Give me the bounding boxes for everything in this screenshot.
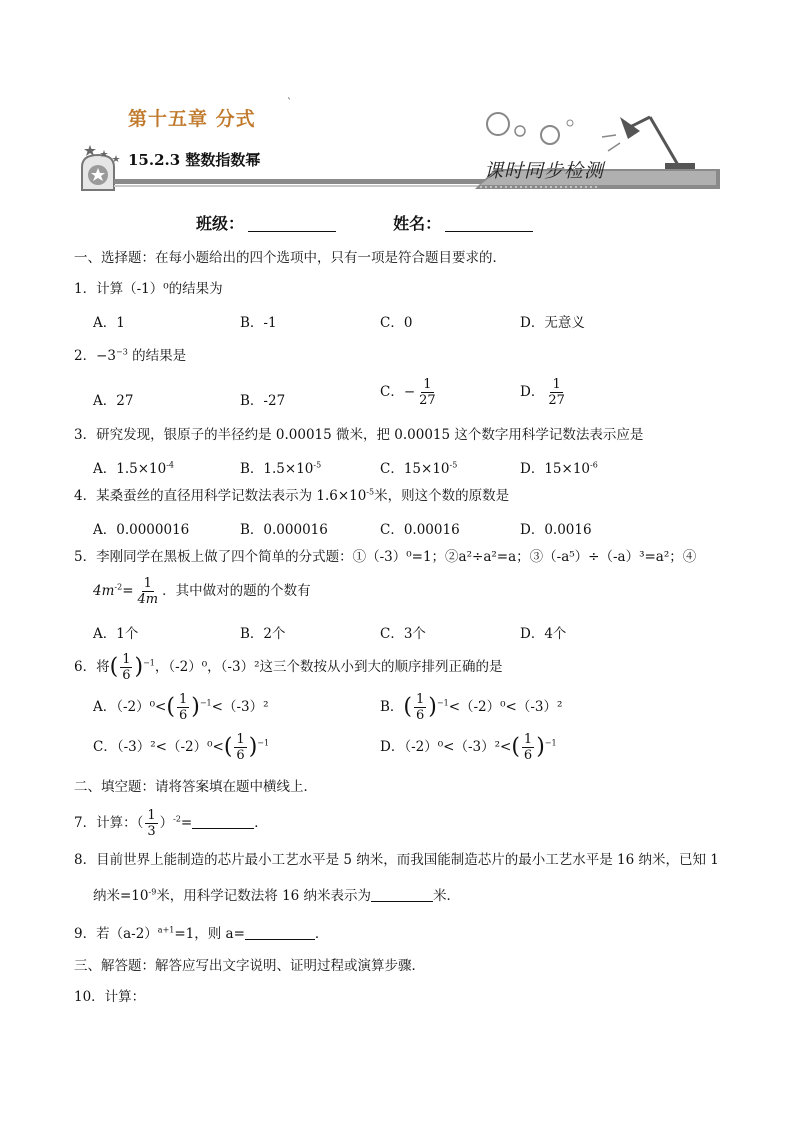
q8-answer-blank[interactable]	[371, 887, 433, 902]
question-9: 9．若$(a-2)^{a+1}=1$，则 a= ．	[74, 925, 329, 942]
q6-option-a[interactable]: A．（-2）⁰<( $\frac{1}{6}$ )$^{-1}$<（-3）²	[93, 692, 269, 723]
question-2: 2．$-3^{-3}$ 的结果是	[74, 347, 187, 364]
question-6: 6．将( $\frac{1}{6}$ )$^{-1}$，（-2）⁰，（-3）²这三个数按从小到大的顺序排列正确的是	[74, 652, 503, 683]
q5-option-a[interactable]: A．1个	[93, 626, 139, 642]
q3-option-c[interactable]: C．$15\times 10^{-5}$	[380, 460, 458, 477]
q2-option-a[interactable]: A．27	[93, 393, 134, 409]
chapter-mark: ˋ	[287, 98, 292, 109]
q3-option-d[interactable]: D．$15\times 10^{-6}$	[520, 460, 598, 477]
section-1-heading: 一、选择题：在每小题给出的四个选项中，只有一项是符合题目要求的．	[74, 250, 506, 266]
q6-option-b[interactable]: B．( $\frac{1}{6}$ )$^{-1}$<（-2）⁰<（-3）²	[380, 692, 563, 723]
student-info-row	[196, 211, 533, 234]
q6-option-d[interactable]: D．（-2）⁰<（-3）²<( $\frac{1}{6}$ )$^{-1}$	[380, 732, 557, 763]
section-title: 15.2.3 整数指数幂	[128, 151, 261, 169]
brand-title: 课时同步检测	[484, 160, 605, 182]
q9-answer-blank[interactable]	[245, 925, 315, 940]
q1-option-c[interactable]: C．0	[380, 315, 413, 331]
q2-option-b[interactable]: B．-27	[240, 393, 286, 409]
section-2-heading: 二、填空题：请将答案填在题中横线上．	[74, 779, 317, 795]
q4-option-c[interactable]: C．0.00016	[380, 522, 460, 538]
question-5-line-2: $4m^{-2}=$ $\frac{1}{4m}$ ．其中做对的题的个数有	[93, 576, 311, 607]
q5-option-c[interactable]: C．3个	[380, 626, 426, 642]
desk-lamp-icon	[602, 117, 695, 169]
question-7: 7．计算：（ $\frac{1}{3}$ ）$^{-2}$= ．	[74, 808, 268, 839]
class-field[interactable]	[248, 215, 336, 232]
q2-option-c[interactable]: C．− $\frac{1}{27}$	[380, 377, 436, 408]
q5-option-d[interactable]: D．4个	[520, 626, 567, 642]
q1-option-b[interactable]: B．-1	[240, 315, 277, 331]
q4-option-b[interactable]: B．0.000016	[240, 522, 328, 538]
q7-answer-blank[interactable]	[192, 814, 254, 829]
question-8-line-2: 纳米$=10^{-9}$米，用科学记数法将 16 纳米表示为 米．	[93, 887, 461, 904]
name-label: 姓名：	[393, 214, 442, 233]
q2-option-d[interactable]: D． $\frac{1}{27}$	[520, 377, 565, 408]
name-field[interactable]	[445, 215, 533, 232]
q5-option-b[interactable]: B．2个	[240, 626, 286, 642]
chapter-title: 第十五章 分式	[128, 108, 256, 130]
question-4: 4．某桑蚕丝的直径用科学记数法表示为 $1.6\times 10^{-5}$米，则这个数的原数是	[74, 487, 510, 504]
question-10: 10．计算：	[74, 989, 146, 1005]
q4-option-d[interactable]: D．0.0016	[520, 522, 592, 538]
question-8-line-1: 8．目前世界上能制造的芯片最小工艺水平是 5 纳米，而我国能制造芯片的最小工艺水平是 16 纳米，已知 1	[74, 852, 719, 868]
q4-option-a[interactable]: A．0.0000016	[93, 522, 190, 538]
q1-option-a[interactable]: A．1	[93, 315, 125, 331]
question-3: 3．研究发现，银原子的半径约是 0.00015 微米，把 0.00015 这个数字用科学记数法表示应是	[74, 427, 644, 443]
question-1: 1．计算（-1）⁰的结果为	[74, 281, 223, 297]
section-3-heading: 三、解答题：解答应写出文字说明、证明过程或演算步骤．	[74, 958, 425, 974]
q3-option-b[interactable]: B．$1.5\times 10^{-5}$	[240, 460, 322, 477]
q1-option-d[interactable]: D．无意义	[520, 315, 585, 331]
question-5-line-1: 5．李刚同学在黑板上做了四个简单的分式题：①（-3）⁰=1；②a²÷a²=a；③（-a⁵）÷（-a）³=a²；④	[74, 549, 697, 565]
q6-option-c[interactable]: C．（-3）²<（-2）⁰<( $\frac{1}{6}$ )$^{-1}$	[93, 732, 270, 763]
q3-option-a[interactable]: A．$1.5\times 10^{-4}$	[93, 460, 175, 477]
class-label: 班级：	[196, 214, 245, 233]
